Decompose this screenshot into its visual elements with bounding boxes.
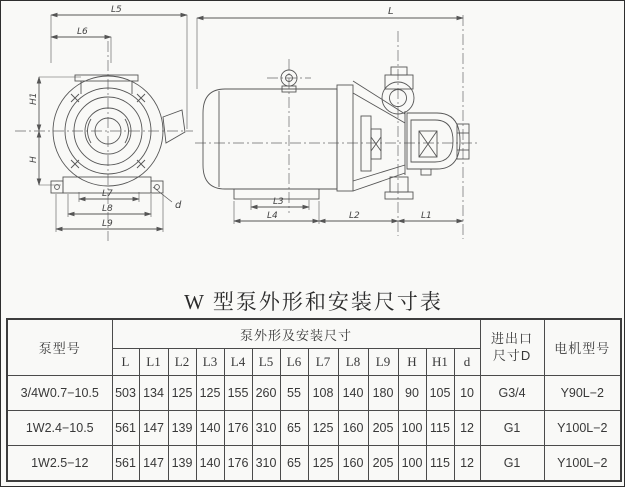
inlet-size-cell: G1 <box>480 446 544 482</box>
motor-body <box>203 85 353 191</box>
dim-header-cell: d <box>454 349 480 376</box>
dim-header-cell: L5 <box>252 349 280 376</box>
page-title: W 型泵外形和安装尺寸表 <box>184 290 443 314</box>
dim-value-cell: 155 <box>224 376 252 411</box>
inlet-size-cell: G3/4 <box>480 376 544 411</box>
dim-value-cell: 176 <box>224 411 252 446</box>
dim-label-l4: L4 <box>267 211 278 221</box>
dim-value-cell: 100 <box>398 411 426 446</box>
dim-value-cell: 12 <box>454 411 480 446</box>
dim-value-cell: 140 <box>196 411 224 446</box>
inlet-size-cell: G1 <box>480 411 544 446</box>
side-nozzle <box>163 110 185 143</box>
dim-header-cell: L7 <box>308 349 338 376</box>
dim-value-cell: 140 <box>196 446 224 482</box>
dim-value-cell: 12 <box>454 446 480 482</box>
col-header-inlet-size <box>480 319 544 376</box>
dim-header-cell: L6 <box>280 349 308 376</box>
dim-value-cell: 139 <box>168 446 196 482</box>
dim-value-cell: 310 <box>252 411 280 446</box>
technical-drawing <box>1 1 625 283</box>
dim-label-l2: L2 <box>349 211 360 221</box>
inlet-size-line1: 进出口 <box>491 331 534 347</box>
dim-value-cell: 55 <box>280 376 308 411</box>
dim-value-cell: 260 <box>252 376 280 411</box>
dim-header-cell: L8 <box>338 349 368 376</box>
dim-label-h: H <box>29 156 39 163</box>
dim-label-l7: L7 <box>102 189 113 199</box>
dim-value-cell: 561 <box>112 446 139 482</box>
dim-header-cell: L <box>112 349 139 376</box>
dim-value-cell: 140 <box>338 376 368 411</box>
shaft-details <box>361 116 381 171</box>
dim-value-cell: 147 <box>139 446 168 482</box>
dim-value-cell: 108 <box>308 376 338 411</box>
dim-value-cell: 205 <box>368 446 398 482</box>
model-cell: 1W2.5−12 <box>7 446 112 482</box>
dim-value-cell: 125 <box>196 376 224 411</box>
dimension-table <box>6 318 622 482</box>
dim-label-h1: H1 <box>29 92 39 105</box>
dim-value-cell: 147 <box>139 411 168 446</box>
dim-label-l: L <box>388 6 394 17</box>
motor-model-cell: Y100L−2 <box>544 446 621 482</box>
inlet-size-line2: 尺寸D <box>492 347 532 363</box>
dim-label-l3: L3 <box>273 197 284 207</box>
col-header-motor-model: 电机型号 <box>544 319 621 376</box>
dim-value-cell: 115 <box>426 411 454 446</box>
dim-value-cell: 134 <box>139 376 168 411</box>
dim-value-cell: 115 <box>426 446 454 482</box>
dim-label-l5: L5 <box>111 5 122 15</box>
table-row <box>7 376 621 411</box>
dim-value-cell: 176 <box>224 446 252 482</box>
table-body <box>7 376 621 482</box>
col-header-dims-group: 泵外形及安装尺寸 <box>112 319 480 349</box>
dim-header-cell: L2 <box>168 349 196 376</box>
table-header-row-1 <box>7 319 621 349</box>
dim-value-cell: 160 <box>338 411 368 446</box>
dim-value-cell: 65 <box>280 411 308 446</box>
dim-value-cell: 205 <box>368 411 398 446</box>
dim-value-cell: 139 <box>168 411 196 446</box>
dim-value-cell: 100 <box>398 446 426 482</box>
motor-model-cell: Y90L−2 <box>544 376 621 411</box>
dim-value-cell: 125 <box>308 411 338 446</box>
model-cell: 3/4W0.7−10.5 <box>7 376 112 411</box>
dim-value-cell: 105 <box>426 376 454 411</box>
dim-label-l6: L6 <box>77 27 88 37</box>
motor-model-cell: Y100L−2 <box>544 411 621 446</box>
dimensions-left <box>39 15 187 232</box>
dim-value-cell: 503 <box>112 376 139 411</box>
col-header-pump-model: 泵型号 <box>7 319 112 376</box>
dim-header-cell: L1 <box>139 349 168 376</box>
dim-value-cell: 125 <box>168 376 196 411</box>
pump-support-foot <box>385 177 413 199</box>
pump-side-view <box>195 6 479 239</box>
model-cell: 1W2.4−10.5 <box>7 411 112 446</box>
dim-header-cell: L4 <box>224 349 252 376</box>
dim-label-l8: L8 <box>102 204 113 214</box>
dim-value-cell: 160 <box>338 446 368 482</box>
table-row <box>7 446 621 482</box>
table-row <box>7 411 621 446</box>
dim-label-l1: L1 <box>421 211 432 221</box>
dim-header-cell: H1 <box>426 349 454 376</box>
dimensions-right <box>197 18 463 224</box>
dim-header-cell: L3 <box>196 349 224 376</box>
dim-label-d: d <box>175 200 182 211</box>
dim-header-cell: H <box>398 349 426 376</box>
dim-value-cell: 310 <box>252 446 280 482</box>
dim-value-cell: 561 <box>112 411 139 446</box>
dim-value-cell: 90 <box>398 376 426 411</box>
pump-front-view <box>15 5 193 241</box>
dim-value-cell: 125 <box>308 446 338 482</box>
dim-value-cell: 180 <box>368 376 398 411</box>
dim-header-cell: L9 <box>368 349 398 376</box>
dim-label-l9: L9 <box>102 219 113 229</box>
dim-value-cell: 10 <box>454 376 480 411</box>
discharge-outlet-front <box>75 75 138 94</box>
suction-housing <box>407 113 469 175</box>
dim-value-cell: 65 <box>280 446 308 482</box>
